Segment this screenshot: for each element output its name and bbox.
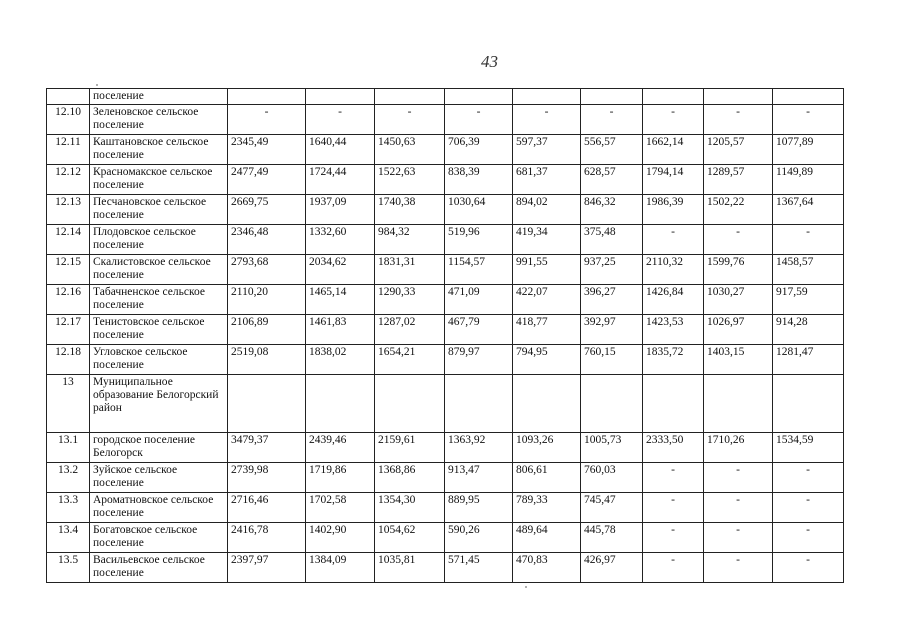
table-row <box>47 375 844 433</box>
table-cell-name: Скалистовское сельское поселение <box>90 255 228 285</box>
table-cell-value: 1702,58 <box>306 493 375 523</box>
table-cell-code: 13.3 <box>47 493 90 523</box>
table-cell-code: 12.12 <box>47 165 90 195</box>
table-cell-value: 1838,02 <box>306 345 375 375</box>
table-cell-value: 1794,14 <box>643 165 704 195</box>
table-cell-value: 745,47 <box>581 493 643 523</box>
table-cell-name: Табачненское сельское поселение <box>90 285 228 315</box>
table-cell-value: 2106,89 <box>228 315 306 345</box>
table-cell-code: 12.10 <box>47 105 90 135</box>
table-cell-value: - <box>704 523 773 553</box>
table-cell-value: - <box>773 463 844 493</box>
table-cell-value <box>643 375 704 433</box>
table-cell-value: 489,64 <box>513 523 581 553</box>
table-cell-value: 1287,02 <box>375 315 445 345</box>
table-cell-value: 2739,98 <box>228 463 306 493</box>
table-cell-value: 1423,53 <box>643 315 704 345</box>
table-cell-value: 419,34 <box>513 225 581 255</box>
table-row <box>47 165 844 195</box>
table-cell-value: 1599,76 <box>704 255 773 285</box>
table-row <box>47 255 844 285</box>
table-cell-value: 1450,63 <box>375 135 445 165</box>
table-cell-value: 760,03 <box>581 463 643 493</box>
table-cell-value: - <box>445 105 513 135</box>
table-cell-value: 1465,14 <box>306 285 375 315</box>
table-cell-name: Каштановское сельское поселение <box>90 135 228 165</box>
table-cell-value <box>773 375 844 433</box>
table-cell-value: 1461,83 <box>306 315 375 345</box>
table-cell-value: 375,48 <box>581 225 643 255</box>
table-cell-value: 2345,49 <box>228 135 306 165</box>
table-cell-value: 2110,20 <box>228 285 306 315</box>
table-cell-code: 13.5 <box>47 553 90 583</box>
table-row <box>47 345 844 375</box>
table-cell-value: 1030,64 <box>445 195 513 225</box>
table-row <box>47 195 844 225</box>
table-cell-code: 12.16 <box>47 285 90 315</box>
table-cell-code: 13.1 <box>47 433 90 463</box>
table-cell-value: - <box>704 463 773 493</box>
table-cell-value: 937,25 <box>581 255 643 285</box>
table-cell-value: 1522,63 <box>375 165 445 195</box>
table-cell-value: 418,77 <box>513 315 581 345</box>
table-cell-value: 597,37 <box>513 135 581 165</box>
table-row <box>47 225 844 255</box>
table-cell-value: 1710,26 <box>704 433 773 463</box>
table-cell-value: 1367,64 <box>773 195 844 225</box>
table-cell-value: 914,28 <box>773 315 844 345</box>
table-cell-value: 2519,08 <box>228 345 306 375</box>
table-cell-value <box>228 375 306 433</box>
table-cell-value: - <box>643 105 704 135</box>
table-cell-value: 1662,14 <box>643 135 704 165</box>
page-number: 43 <box>481 52 498 71</box>
table-cell-value: 1205,57 <box>704 135 773 165</box>
table-cell-value: 2793,68 <box>228 255 306 285</box>
table-cell-code: 12.15 <box>47 255 90 285</box>
table-cell-value: 2477,49 <box>228 165 306 195</box>
table-cell-value: 917,59 <box>773 285 844 315</box>
table-cell-value: 426,97 <box>581 553 643 583</box>
table-cell-code: 12.11 <box>47 135 90 165</box>
table-cell-value: 1986,39 <box>643 195 704 225</box>
table-cell-value: 991,55 <box>513 255 581 285</box>
table-cell-value: - <box>581 105 643 135</box>
table-cell-value: 556,57 <box>581 135 643 165</box>
table-cell-value: 1426,84 <box>643 285 704 315</box>
table-cell-code: 12.13 <box>47 195 90 225</box>
table-cell-value: 846,32 <box>581 195 643 225</box>
table-cell-value: - <box>704 105 773 135</box>
table-cell-value: - <box>375 105 445 135</box>
table-cell-value <box>513 375 581 433</box>
table-cell-value: 628,57 <box>581 165 643 195</box>
table-cell-value: 681,37 <box>513 165 581 195</box>
table-cell-value: 1502,22 <box>704 195 773 225</box>
table-cell-value: 1534,59 <box>773 433 844 463</box>
table-cell-value: 1149,89 <box>773 165 844 195</box>
table-cell-value: 467,79 <box>445 315 513 345</box>
table-row <box>47 315 844 345</box>
table-cell-value: 2439,46 <box>306 433 375 463</box>
table-cell-name: Ароматновское сельское поселение <box>90 493 228 523</box>
table-cell-name: городское поселение Белогорск <box>90 433 228 463</box>
table-cell-code: 13 <box>47 375 90 433</box>
table-cell-value: 2397,97 <box>228 553 306 583</box>
table-cell-code: 13.4 <box>47 523 90 553</box>
table-cell-value: 1740,38 <box>375 195 445 225</box>
table-cell-code: 12.14 <box>47 225 90 255</box>
table-cell-value: 794,95 <box>513 345 581 375</box>
table-cell-value: 1384,09 <box>306 553 375 583</box>
table-cell-value: 1403,15 <box>704 345 773 375</box>
table-cell-value: 571,45 <box>445 553 513 583</box>
table-cell-value: 789,33 <box>513 493 581 523</box>
table-cell-value: 889,95 <box>445 493 513 523</box>
table-row <box>47 553 844 583</box>
table-cell-value: - <box>773 105 844 135</box>
table-cell-value <box>704 375 773 433</box>
table-cell-value: - <box>704 553 773 583</box>
table-cell-value: 2416,78 <box>228 523 306 553</box>
table-cell-value: 470,83 <box>513 553 581 583</box>
table-row <box>47 493 844 523</box>
table-cell-value: 1332,60 <box>306 225 375 255</box>
table-cell-value: - <box>773 493 844 523</box>
table-row <box>47 135 844 165</box>
table-cell-value <box>445 375 513 433</box>
table-row <box>47 433 844 463</box>
table-cell-value: 1026,97 <box>704 315 773 345</box>
table-cell-value: 3479,37 <box>228 433 306 463</box>
table-cell-value: 2346,48 <box>228 225 306 255</box>
table-cell-value: 1354,30 <box>375 493 445 523</box>
table-cell-value: 879,97 <box>445 345 513 375</box>
table-cell-value: 806,61 <box>513 463 581 493</box>
table-cell-name: поселение <box>90 89 228 105</box>
table-cell-value: - <box>513 105 581 135</box>
table-cell-value: 2716,46 <box>228 493 306 523</box>
table-cell-name: Красномакское сельское поселение <box>90 165 228 195</box>
table-cell-code: 13.2 <box>47 463 90 493</box>
table-cell-value: 1054,62 <box>375 523 445 553</box>
table-cell-value <box>581 375 643 433</box>
table-cell-value: 445,78 <box>581 523 643 553</box>
table-row <box>47 285 844 315</box>
tariff-table <box>46 88 844 583</box>
table-row <box>47 463 844 493</box>
table-cell-value: 1937,09 <box>306 195 375 225</box>
table-cell-name: Угловское сельское поселение <box>90 345 228 375</box>
table-cell-value: 760,15 <box>581 345 643 375</box>
table-cell-value: 913,47 <box>445 463 513 493</box>
table-cell-value: 422,07 <box>513 285 581 315</box>
table-cell-name: Зуйское сельское поселение <box>90 463 228 493</box>
table-cell-value: 1835,72 <box>643 345 704 375</box>
table-cell-value: - <box>306 105 375 135</box>
table-cell-value: 1289,57 <box>704 165 773 195</box>
table-cell-value: - <box>773 553 844 583</box>
table-cell-value: 2669,75 <box>228 195 306 225</box>
table-cell-value: 392,97 <box>581 315 643 345</box>
table-cell-value: 1030,27 <box>704 285 773 315</box>
table-cell-value: - <box>704 493 773 523</box>
table-cell-value: - <box>643 463 704 493</box>
table-cell-value: 1290,33 <box>375 285 445 315</box>
table-cell-name: Плодовское сельское поселение <box>90 225 228 255</box>
table-cell-value: 396,27 <box>581 285 643 315</box>
table-cell-name: Васильевское сельское поселение <box>90 553 228 583</box>
table-cell-value: 1724,44 <box>306 165 375 195</box>
table-cell-value: 894,02 <box>513 195 581 225</box>
table-cell-value: 2110,32 <box>643 255 704 285</box>
table-cell-value <box>375 375 445 433</box>
table-cell-name: Тенистовское сельское поселение <box>90 315 228 345</box>
table-cell-value: 1402,90 <box>306 523 375 553</box>
table-cell-code: 12.17 <box>47 315 90 345</box>
table-cell-value: 838,39 <box>445 165 513 195</box>
table-cell-name: Песчановское сельское поселение <box>90 195 228 225</box>
table-cell-value: - <box>228 105 306 135</box>
table-cell-value: 1035,81 <box>375 553 445 583</box>
table-cell-value: 1458,57 <box>773 255 844 285</box>
table-cell-code <box>47 89 90 105</box>
table-cell-value: - <box>643 523 704 553</box>
table-cell-value: 471,09 <box>445 285 513 315</box>
table-cell-code: 12.18 <box>47 345 90 375</box>
scan-speck <box>96 84 98 86</box>
table-cell-value: - <box>773 225 844 255</box>
table-cell-value: - <box>704 225 773 255</box>
table-cell-value: 1363,92 <box>445 433 513 463</box>
table-cell-value: 706,39 <box>445 135 513 165</box>
table-row <box>47 523 844 553</box>
scan-speck <box>525 586 527 588</box>
table-cell-value: 1154,57 <box>445 255 513 285</box>
table-cell-value: 1654,21 <box>375 345 445 375</box>
table-row-continuation <box>47 89 844 105</box>
table-cell-value: 1640,44 <box>306 135 375 165</box>
table-cell-value: 2159,61 <box>375 433 445 463</box>
table-cell-value: 984,32 <box>375 225 445 255</box>
table-cell-value: 1719,86 <box>306 463 375 493</box>
table-cell-value: - <box>643 225 704 255</box>
table-cell-name: Богатовское сельское поселение <box>90 523 228 553</box>
table-cell-value: 1077,89 <box>773 135 844 165</box>
table-cell-value: - <box>773 523 844 553</box>
table-cell-value <box>306 375 375 433</box>
table-cell-value: 2034,62 <box>306 255 375 285</box>
table-cell-value: 519,96 <box>445 225 513 255</box>
table-cell-value: 1281,47 <box>773 345 844 375</box>
table-cell-value: - <box>643 493 704 523</box>
table-cell-name: Муниципальное образование Белогорский район <box>90 375 228 433</box>
table-cell-value: - <box>643 553 704 583</box>
table-row <box>47 105 844 135</box>
table-cell-name: Зеленовское сельское поселение <box>90 105 228 135</box>
table-cell-value: 590,26 <box>445 523 513 553</box>
table-cell-value: 1005,73 <box>581 433 643 463</box>
table-cell-value: 2333,50 <box>643 433 704 463</box>
table-cell-value: 1831,31 <box>375 255 445 285</box>
table-cell-value: 1093,26 <box>513 433 581 463</box>
table-cell-value: 1368,86 <box>375 463 445 493</box>
